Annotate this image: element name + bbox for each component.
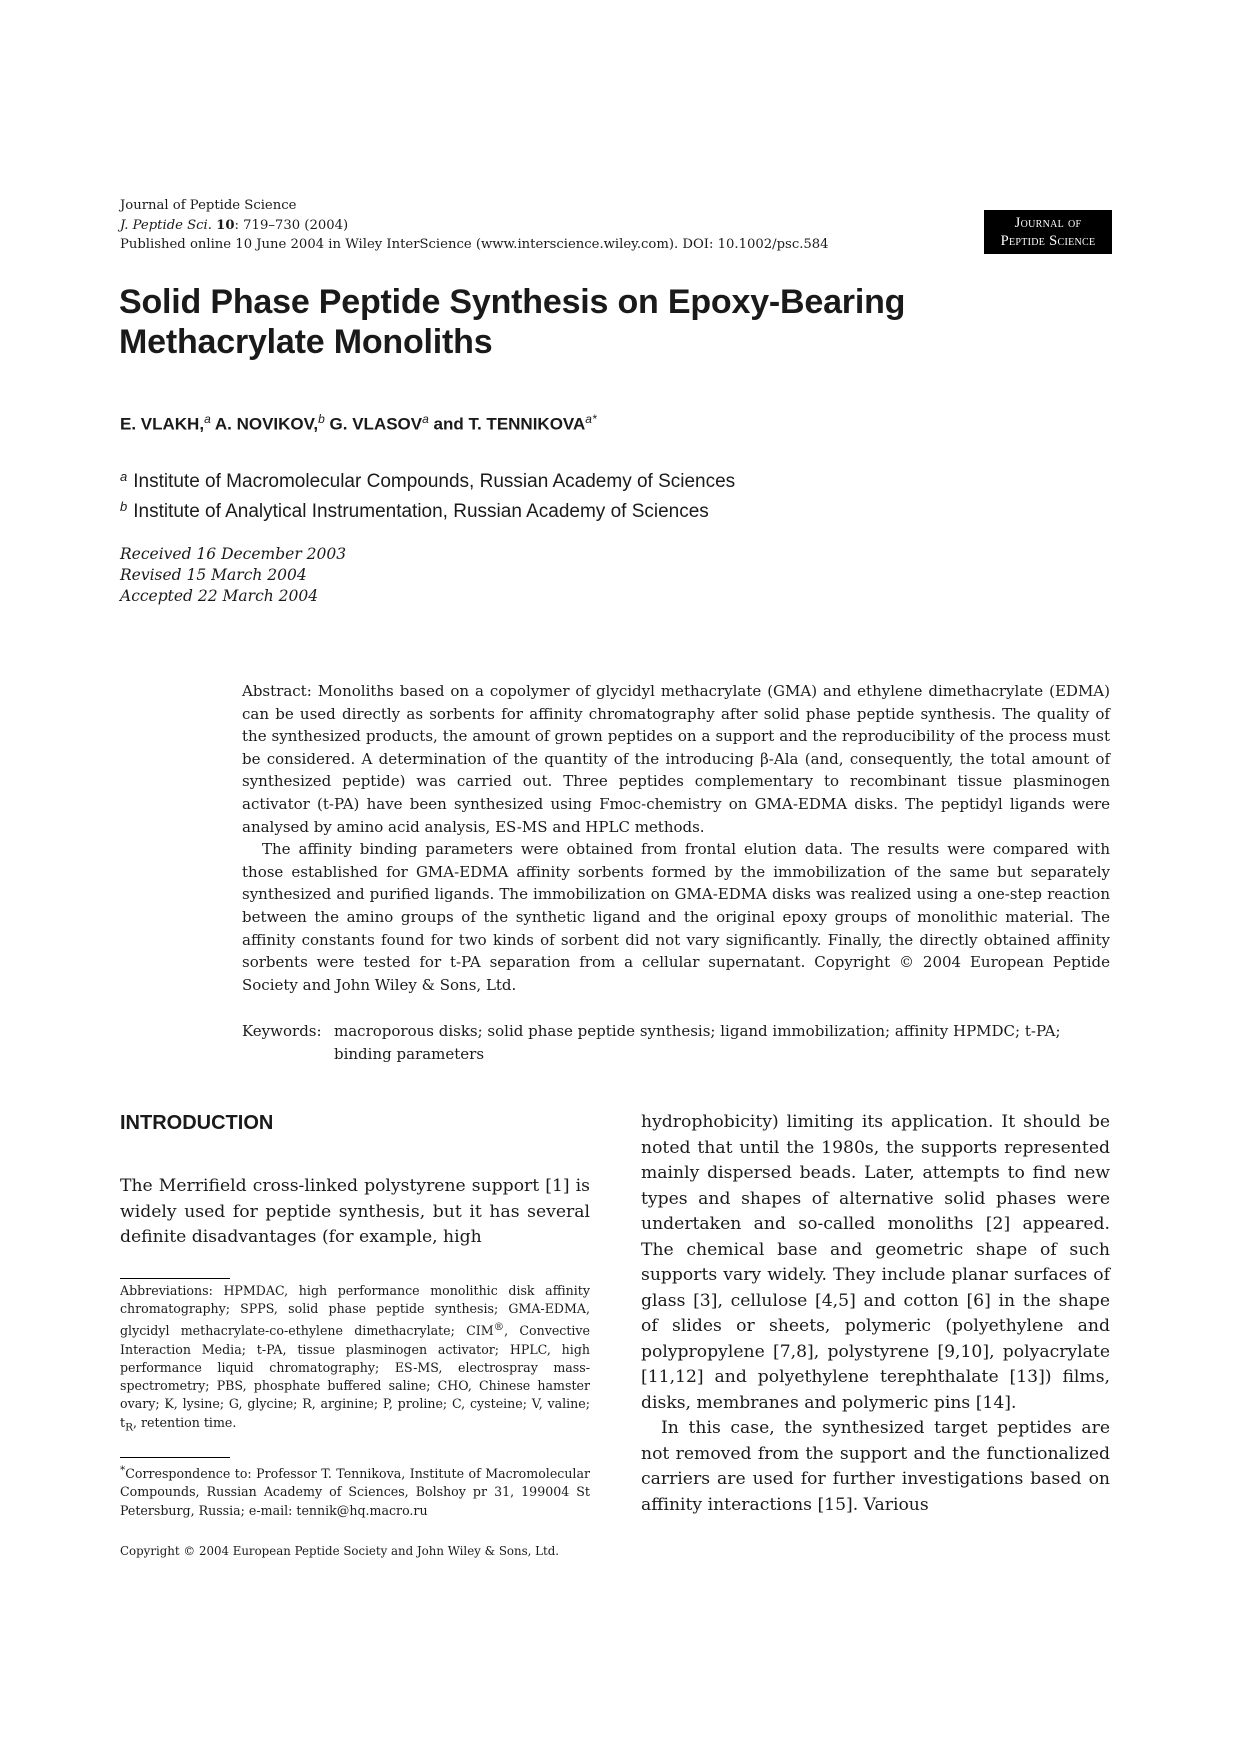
author-3: G. VLASOV: [324, 414, 423, 434]
registered-mark: ®: [493, 1321, 505, 1334]
keywords-text: macroporous disks; solid phase peptide synthesis; ligand immobilization; affinity HPMDC; t-PA; binding parameters: [334, 1022, 1061, 1063]
abbrev-text-2: , Convective Interaction Media; t-PA, tissue plasminogen activator; HPLC, high performance liquid chromatography; ES-MS, electrospray mass-spectrometry; PBS, phosphate buffered saline; CHO, Chinese hamster ovary; K, lysine; G, glycine; R, arginine; P, proline; C, cysteine; V, valine; t: [120, 1323, 590, 1430]
keywords-label: Keywords:: [242, 1022, 322, 1040]
date-received: Received 16 December 2003: [120, 545, 347, 563]
correspondence-text: Correspondence to: Professor T. Tennikova, Institute of Macromolecular Compounds, Russian Academy of Sciences, Bolshoy pr 31, 199004 St Petersburg, Russia; e-mail: tennik@hq.macro.ru: [120, 1466, 590, 1518]
journal-header: [120, 196, 1020, 255]
affiliation-b-text: Institute of Analytical Instrumentation, Russian Academy of Sciences: [133, 501, 709, 522]
author-3-mark: a: [422, 412, 429, 426]
left-column-body: [120, 1174, 590, 1251]
author-4-mark: a*: [585, 412, 597, 426]
abbrev-text-1: Abbreviations: HPMDAC, high performance monolithic disk affinity chromatography; SPPS, solid phase peptide synthesis; GMA-EDMA, glycidyl methacrylate-co-ethylene dimethacrylate; CIM: [120, 1283, 590, 1339]
affiliation-a: [120, 464, 735, 494]
date-accepted: Accepted 22 March 2004: [120, 587, 319, 605]
affiliation-b: [120, 494, 735, 524]
keywords: [242, 1020, 1110, 1065]
author-1: E. VLAKH,: [120, 414, 205, 434]
affiliation-b-mark: b: [120, 499, 128, 514]
intro-paragraph-right-1: hydrophobicity) limiting its application. It should be noted that until the 1980s, the supports represented mainly dispersed beads. Later, attempts to find new types and shapes of alternative solid phases were undertaken and so-called monoliths [2] appeared. The chemical base and geometric shape of such supports vary widely. They include planar surfaces of glass [3], cellulose [4,5] and cotton [6] in the shape of slides or sheets, polymeric (polyethylene and polypropylene [7,8], polystyrene [9,10], polyacrylate [11,12] and polyethylene terephthalate [13]) films, disks, membranes and polymeric pins [14].: [641, 1112, 1110, 1413]
journal-name: Journal of Peptide Science: [120, 198, 297, 213]
author-1-mark: a: [204, 412, 211, 426]
author-list: [120, 412, 597, 435]
correspondence-mark: *: [120, 1464, 126, 1476]
journal-logo: [984, 210, 1112, 254]
abstract-paragraph-2: The affinity binding parameters were obtained from frontal elution data. The results were compared with those established for GMA-EDMA affinity sorbents formed by the immobilization of the same but separately synthesized and purified ligands. The immobilization on GMA-EDMA disks was realized using a one-step reaction between the amino groups of the synthetic ligand and the original epoxy groups of monolithic material. The affinity constants found for two kinds of sorbent did not vary significantly. Finally, the directly obtained affinity sorbents were tested for t-PA separation from a cellular supernatant. Copyright © 2004 European Peptide Society and John Wiley & Sons, Ltd.: [242, 840, 1110, 994]
retention-subscript: R: [125, 1421, 133, 1434]
footnote-rule-2: [120, 1457, 230, 1458]
author-2: A. NOVIKOV,: [210, 414, 319, 434]
section-heading-introduction: INTRODUCTION: [120, 1112, 274, 1134]
article-dates: [120, 544, 346, 607]
right-column-body: [641, 1110, 1110, 1518]
footnote-rule: [120, 1278, 230, 1279]
logo-line-1: Journal of: [1014, 215, 1082, 231]
logo-line-2: Peptide Science: [1000, 233, 1096, 249]
page-copyright: Copyright © 2004 European Peptide Society and John Wiley & Sons, Ltd.: [120, 1544, 560, 1558]
intro-paragraph-right-2: In this case, the synthesized target peptides are not removed from the support and the functionalized carriers are used for further investigations based on affinity interactions [15]. Various: [641, 1418, 1110, 1515]
abbrev-text-3: , retention time.: [132, 1414, 237, 1430]
citation-journal: J. Peptide Sci.: [120, 217, 212, 233]
affiliation-a-text: Institute of Macromolecular Compounds, Russian Academy of Sciences: [133, 471, 736, 492]
affiliation-a-mark: a: [120, 469, 128, 484]
date-revised: Revised 15 March 2004: [120, 566, 307, 584]
citation-volume: 10: [216, 217, 235, 233]
author-4: and T. TENNIKOVA: [428, 414, 586, 434]
article-title: Solid Phase Peptide Synthesis on Epoxy-Bearing Methacrylate Monoliths: [119, 283, 906, 361]
publication-info: Published online 10 June 2004 in Wiley InterScience (www.interscience.wiley.com). DOI: 10.1002/psc.584: [120, 237, 829, 252]
intro-paragraph-left: The Merrifield cross-linked polystyrene support [1] is widely used for peptide synthesis, but it has several definite disadvantages (for example, high: [120, 1176, 590, 1247]
affiliations: [120, 464, 735, 524]
citation: [120, 216, 1020, 236]
footnote-correspondence: [120, 1461, 590, 1520]
abstract-paragraph-1: Abstract: Monoliths based on a copolymer of glycidyl methacrylate (GMA) and ethylene dimethacrylate (EDMA) can be used directly as sorbents for affinity chromatography after solid phase peptide synthesis. The quality of the synthesized products, the amount of grown peptides on a support and the reproducibility of the process must be considered. A determination of the quantity of the introducing β-Ala (and, consequently, the total amount of synthesized peptide) was carried out. Three peptides complementary to recombinant tissue plasminogen activator (t-PA) have been synthesized using Fmoc-chemistry on GMA-EDMA disks. The peptidyl ligands were analysed by amino acid analysis, ES-MS and HPLC methods.: [242, 682, 1110, 836]
author-2-mark: b: [318, 412, 325, 426]
footnote-abbreviations: [120, 1282, 590, 1436]
abstract: [242, 680, 1110, 996]
citation-pages: : 719–730 (2004): [234, 217, 349, 233]
